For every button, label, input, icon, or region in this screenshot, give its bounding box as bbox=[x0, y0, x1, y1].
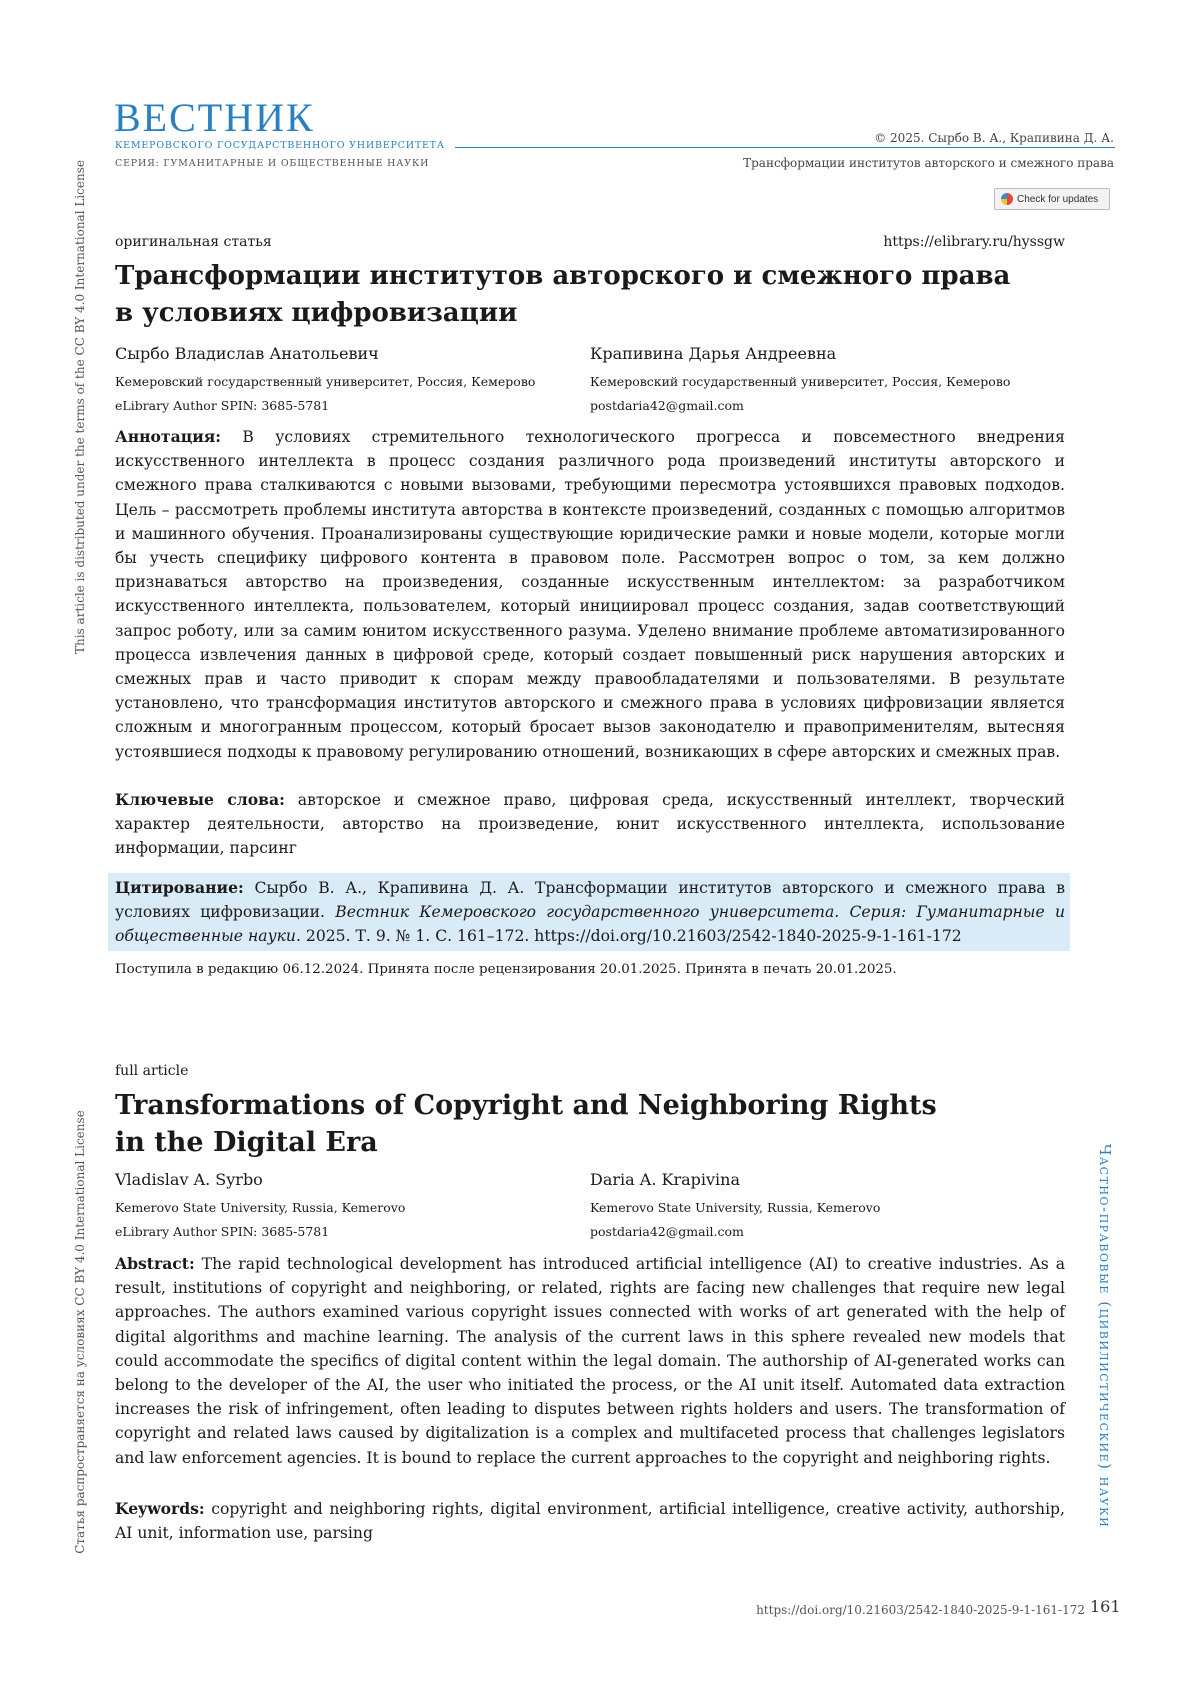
journal-logo-title: ВЕСТНИК bbox=[114, 95, 315, 140]
page-number: 161 bbox=[1090, 1597, 1121, 1616]
license-note-en: This article is distributed under the terms of the CC BY 4.0 International License bbox=[73, 160, 87, 654]
footer-doi-link[interactable]: https://doi.org/10.21603/2542-1840-2025-9-1-161-172 bbox=[756, 1603, 1085, 1617]
title-en-line-1: Transformations of Copyright and Neighboring Rights bbox=[115, 1090, 937, 1121]
check-for-updates-button[interactable] bbox=[994, 188, 1110, 210]
title-ru-line-2: в условиях цифровизации bbox=[115, 298, 518, 328]
journal-logo-subtitle: КЕМЕРОВСКОГО ГОСУДАРСТВЕННОГО УНИВЕРСИТЕТА bbox=[115, 140, 445, 151]
keywords-ru-text: авторское и смежное право, цифровая среда, искусственный интеллект, творческий характер деятельности, авторство на произведение, юнит искусственного интеллекта, использование информации, парсинг bbox=[115, 791, 1065, 858]
author-affiliation: Kemerovo State University, Russia, Kemerovo bbox=[590, 1200, 881, 1215]
header-running-title: Трансформации институтов авторского и смежного права bbox=[743, 156, 1114, 170]
author-contact: eLibrary Author SPIN: 3685-5781 bbox=[115, 398, 330, 413]
author-en-2 bbox=[590, 1170, 1065, 1248]
article-title-ru bbox=[115, 258, 1065, 332]
author-name: Крапивина Дарья Андреевна bbox=[590, 344, 837, 363]
article-title-en bbox=[115, 1087, 1065, 1161]
author-name: Vladislav A. Syrbo bbox=[115, 1170, 263, 1189]
keywords-ru bbox=[115, 788, 1065, 861]
license-note-ru: Статья распространяется на условиях CC BY 4.0 International License bbox=[73, 1110, 87, 1554]
author-en-1 bbox=[115, 1170, 590, 1248]
author-affiliation: Кемеровский государственный университет, Россия, Кемерово bbox=[115, 374, 536, 389]
authors-ru bbox=[115, 344, 1065, 422]
article-type-ru: оригинальная статья bbox=[115, 234, 272, 250]
authors-en bbox=[115, 1170, 1065, 1248]
citation bbox=[115, 876, 1065, 949]
keywords-en-text: copyright and neighboring rights, digital environment, artificial intelligence, creative activity, authorship, AI unit, information use, parsing bbox=[115, 1500, 1065, 1543]
author-ru-1 bbox=[115, 344, 590, 422]
author-name: Daria A. Krapivina bbox=[590, 1170, 740, 1189]
author-contact: eLibrary Author SPIN: 3685-5781 bbox=[115, 1224, 330, 1239]
abstract-ru-text: В условиях стремительного технологического прогресса и повсеместного внедрения искусственного интеллекта в процесс создания различного рода произведений институты авторского и смежного права сталкиваются с новыми вызовами, требующими пересмотра устоявшихся правовых подходов. Цель – рассмотреть проблемы института авторства в контексте произведений, созданных с помощью алгоритмов и машинного обучения. Проанализированы существующие юридические рамки и новые модели, которые могли бы учесть специфику цифрового контента в правовом поле. Рассмотрен вопрос о том, за кем должно признаваться авторство на произведения, созданные искусственным интеллектом: за разработчиком искусственного интеллекта, пользователем, который инициировал процесс создания, задав соответствующий запрос роботу, или за самим юнитом искусственного разума. Уделено внимание проблеме автоматизированного процесса извлечения данных в цифровой среде, который создает повышенный риск нарушения авторских и смежных прав и часто приводит к спорам между правообладателями и пользователями. В результате установлено, что трансформация институтов авторского и смежного права в условиях цифровизации является сложным и многогранным процессом, который бросает вызов законодателю и правоприменителям, вытесняя устоявшиеся подходы к правовому регулированию отношений, возникающих в сфере авторских и смежных прав. bbox=[115, 428, 1065, 761]
journal-series: СЕРИЯ: ГУМАНИТАРНЫЕ И ОБЩЕСТВЕННЫЕ НАУКИ bbox=[115, 158, 430, 169]
header-rule bbox=[455, 147, 1115, 148]
received-dates: Поступила в редакцию 06.12.2024. Принята после рецензирования 20.01.2025. Принята в печать 20.01.2025. bbox=[115, 962, 897, 977]
author-email-link[interactable]: postdaria42@gmail.com bbox=[590, 398, 744, 413]
section-label: Частно-правовые (цивилистические) науки bbox=[1096, 1143, 1114, 1529]
abstract-ru bbox=[115, 425, 1065, 764]
crossmark-icon bbox=[1001, 193, 1013, 205]
keywords-ru-label: Ключевые слова: bbox=[115, 790, 285, 809]
abstract-en-text: The rapid technological development has introduced artificial intelligence (AI) to creative industries. As a result, institutions of copyright and neighboring, or related, rights are facing new challenges that require new legal approaches. The authors examined various copyright issues connected with works of art generated with the help of digital algorithms and machine learning. The analysis of the current laws in this sphere revealed new models that could accommodate the specifics of digital content within the legal domain. The authorship of AI-generated works can belong to the developer of the AI, the user who initiated the process, or the AI unit itself. Automated data extraction increases the risk of infringement, often leading to disputes between rights holders and users. The transformation of copyright and related laws caused by digitalization is a complex and multifaceted process that challenges legislators and law enforcement agencies. It is bound to replace the current approaches to the copyright and neighboring rights. bbox=[115, 1255, 1065, 1467]
author-ru-2 bbox=[590, 344, 1065, 422]
article-type-en: full article bbox=[115, 1063, 189, 1079]
abstract-en bbox=[115, 1252, 1065, 1470]
article-type-row bbox=[115, 234, 1065, 250]
header-copyright: © 2025. Сырбо В. А., Крапивина Д. А. bbox=[874, 131, 1114, 145]
title-ru-line-1: Трансформации институтов авторского и смежного права bbox=[115, 261, 1011, 291]
author-name: Сырбо Владислав Анатольевич bbox=[115, 344, 379, 363]
elibrary-link[interactable]: https://elibrary.ru/hyssgw bbox=[883, 234, 1065, 250]
author-email-link[interactable]: postdaria42@gmail.com bbox=[590, 1224, 744, 1239]
abstract-ru-label: Аннотация: bbox=[115, 427, 222, 446]
author-affiliation: Kemerovo State University, Russia, Kemerovo bbox=[115, 1200, 406, 1215]
citation-doi-link[interactable]: 2025. Т. 9. № 1. С. 161–172. https://doi.org/10.21603/2542-1840-2025-9-1-161-172 bbox=[305, 927, 962, 946]
citation-text-1: Сырбо В. А., Крапивина Д. А. Трансформации институтов авторского и смежного права в условиях цифровизации. bbox=[115, 879, 1065, 922]
title-en-line-2: in the Digital Era bbox=[115, 1127, 378, 1158]
check-for-updates-label: Check for updates bbox=[1017, 193, 1099, 205]
author-affiliation: Кемеровский государственный университет, Россия, Кемерово bbox=[590, 374, 1011, 389]
keywords-en bbox=[115, 1497, 1065, 1545]
citation-journal: Вестник Кемеровского государственного университета. Серия: Гуманитарные и общественные науки. bbox=[115, 903, 1065, 946]
citation-label: Цитирование: bbox=[115, 878, 244, 897]
abstract-en-label: Abstract: bbox=[115, 1254, 195, 1273]
keywords-en-label: Keywords: bbox=[115, 1499, 205, 1518]
